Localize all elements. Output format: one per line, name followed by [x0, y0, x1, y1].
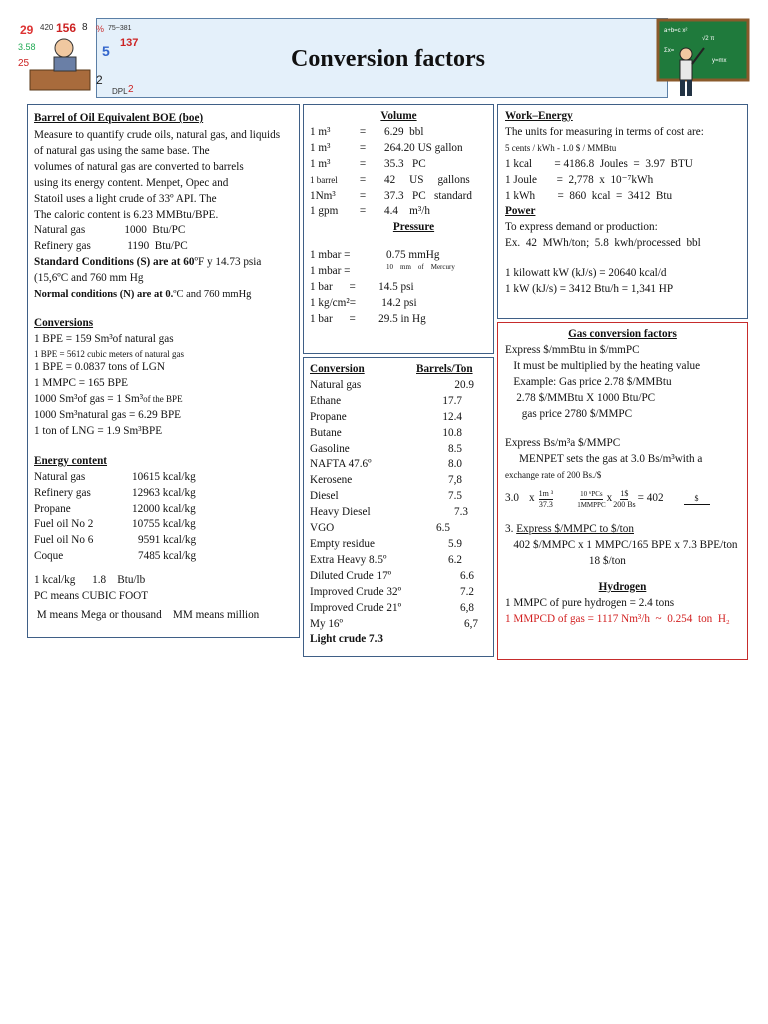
gas-line: 18 $/ton — [505, 554, 626, 567]
fuel-value: 12.4 — [442, 410, 462, 423]
table-row — [310, 157, 472, 173]
pressure-row: 1 bar = 14.5 psi — [310, 281, 414, 294]
fuel-name: Heavy Diesel — [310, 506, 371, 519]
table-row — [34, 502, 196, 518]
barrels-table — [310, 378, 478, 633]
table-row — [310, 505, 478, 521]
formula-result: = 402 — [637, 492, 664, 505]
gas-line: MENPET sets the gas at 3.0 Bs/m³with a — [505, 453, 703, 466]
work-line: 1 Joule = 2,778 x 10⁻⁷kWh — [505, 173, 654, 186]
svg-text:2: 2 — [96, 73, 103, 87]
formula-num: 1m ³ — [538, 488, 554, 498]
fuel-value: 6,7 — [464, 617, 478, 630]
work-line: 5 cents / kWh - 1.0 $ / MMBtu — [505, 142, 617, 153]
svg-text:137: 137 — [120, 37, 139, 49]
work-line: The units for measuring in terms of cost are: — [505, 125, 704, 138]
fuel-value: 17.7 — [442, 394, 462, 407]
energy-value: 10615 kcal/kg — [132, 470, 196, 483]
energy-name: Coque — [34, 550, 64, 563]
gas-line: Express $/mmBtu in $/mmPC — [505, 343, 640, 356]
normal-conditions-bold: Normal conditions (N) are at 0. — [34, 288, 174, 300]
fuel-value: 6,8 — [460, 601, 474, 614]
volume-unit: 1 m³ — [310, 157, 331, 170]
energy-value: 12963 kcal/kg — [132, 486, 196, 499]
table-row — [310, 410, 478, 426]
conversion-line: 1 ton of LNG = 1.9 Sm³BPE — [34, 424, 163, 437]
fuel-name: VGO — [310, 522, 335, 535]
fuel-name: Kerosene — [310, 474, 353, 487]
table-row — [310, 585, 478, 601]
volume-eq: = — [359, 205, 367, 218]
svg-text:Σx=: Σx= — [664, 48, 675, 54]
barrels-per-ton-panel — [303, 357, 494, 657]
table-row — [310, 601, 478, 617]
conversion-line-main: 1000 Sm³of gas = 1 Sm³ — [34, 393, 144, 406]
gas-line: 402 $/MMPC x 1 MMPC/165 BPE x 7.3 BPE/ton — [505, 539, 738, 552]
table-row — [34, 470, 196, 486]
teacher-blackboard-icon — [656, 18, 752, 98]
gas-formula — [505, 486, 740, 512]
conversion-line-small: of the BPE — [143, 394, 183, 405]
hydrogen-line-red: 1 MMPCD of gas = 1117 Nm³/h ~ 0.254 ton H₂ — [505, 612, 730, 625]
energy-name: Propane — [34, 502, 71, 515]
conversions-heading: Conversions — [34, 317, 94, 330]
fuel-name: Natural gas — [310, 378, 362, 391]
table-row — [310, 204, 472, 220]
standard-conditions — [34, 255, 293, 271]
fuel-name: Diluted Crude 17º — [310, 569, 392, 582]
fuel-value: 6.2 — [448, 553, 462, 566]
table-row — [310, 553, 478, 569]
work-energy-heading: Work–Energy — [505, 110, 573, 122]
boe-line: Statoil uses a light crude of 33º API. The — [34, 192, 217, 205]
energy-name: Refinery gas — [34, 486, 91, 499]
conversion-line: 1 MMPC = 165 BPE — [34, 377, 128, 390]
volume-value: 42 US gallons — [384, 173, 470, 186]
energy-name: Fuel oil No 2 — [34, 518, 94, 531]
volume-table — [310, 125, 472, 220]
table-row — [310, 457, 478, 473]
formula-den: 1MMPPC — [577, 500, 606, 509]
table-row — [310, 473, 478, 489]
work-line: 1 kWh = 860 kcal = 3412 Btu — [505, 189, 673, 202]
light-crude-line: Light crude 7.3 — [310, 633, 384, 646]
volume-unit: 1 m³ — [310, 141, 331, 154]
volume-unit: 1 m³ — [310, 125, 331, 138]
volume-value: 6.29 bbl — [384, 125, 424, 138]
energy-value: 12000 kcal/kg — [132, 502, 196, 515]
volume-value: 35.3 PC — [384, 157, 426, 170]
formula-times: x — [606, 492, 613, 505]
refinery-gas-btu: Refinery gas 1190 Btu/PC — [34, 239, 188, 252]
pressure-unit: 1 mbar = — [310, 249, 351, 262]
table-row — [310, 141, 472, 157]
formula-den: 200 Bs — [613, 499, 636, 509]
volume-unit: 1 barrel — [310, 174, 338, 185]
pressure-unit: 1 mbar = — [310, 265, 351, 278]
page-title: Conversion factors — [291, 45, 485, 72]
power-line: 1 kW (kJ/s) = 3412 Btu/h = 1,341 HP — [505, 283, 674, 296]
work-line: 1 kcal = 4186.8 Joules = 3.97 BTU — [505, 157, 693, 170]
standard-conditions-line2: (15,6ºC and 760 mm Hg — [34, 271, 144, 284]
gas-line: 2.78 $/MMBtu X 1000 Btu/PC — [505, 391, 656, 404]
volume-eq: = — [359, 157, 367, 170]
kcal-btu-line: 1 kcal/kg 1.8 Btu/lb — [34, 574, 146, 587]
boe-line: using its energy content. Menpet, Opec and — [34, 176, 229, 189]
fuel-name: Improved Crude 21º — [310, 601, 402, 614]
boe-heading: Barrel of Oil Equivalent BOE (boe) — [34, 112, 204, 124]
table-row — [34, 486, 196, 502]
table-row — [310, 125, 472, 141]
conversion-line: 1000 Sm³natural gas = 6.29 BPE — [34, 408, 182, 421]
energy-name: Natural gas — [34, 470, 86, 483]
svg-text:√2 π: √2 π — [702, 36, 715, 42]
table-row — [310, 442, 478, 458]
energy-value: 9591 kcal/kg — [138, 534, 197, 547]
header-banner — [16, 18, 752, 100]
volume-value: 37.3 PC standard — [384, 189, 472, 202]
fuel-value: 5.9 — [448, 537, 462, 550]
table-row — [310, 617, 478, 633]
gas-line: exchange rate of 200 Bs./$ — [505, 470, 602, 481]
barrels-header — [310, 362, 487, 378]
volume-unit: 1 gpm — [310, 205, 339, 218]
fuel-value: 6.5 — [436, 522, 450, 535]
svg-text:29: 29 — [20, 23, 34, 37]
table-row — [34, 549, 196, 565]
fuel-value: 6.6 — [460, 569, 474, 582]
fuel-name: My 16º — [310, 617, 343, 630]
power-line: 1 kilowatt kW (kJ/s) = 20640 kcal/d — [505, 267, 667, 280]
boe-panel — [27, 104, 300, 638]
formula-den: 37.3 — [538, 499, 553, 509]
fuel-name: Improved Crude 32º — [310, 585, 402, 598]
hydrogen-line: 1 MMPC of pure hydrogen = 2.4 tons — [505, 596, 675, 609]
boe-line: volumes of natural gas are converted to barrels — [34, 160, 244, 173]
gas-step-text: Express $/MMPC to $/ton — [516, 523, 634, 536]
formula-fraction — [539, 489, 554, 510]
accountant-clipart-icon — [16, 18, 146, 100]
svg-text:2: 2 — [128, 84, 134, 95]
gas-line: Express Bs/m³a $/MMPC — [505, 437, 621, 450]
volume-unit: 1Nm³ — [310, 189, 336, 202]
pc-definition: PC means CUBIC FOOT — [34, 590, 149, 603]
conversion-line: 1 BPE = 159 Sm³of natural gas — [34, 333, 174, 346]
barrels-col-conversion: Conversion — [310, 363, 365, 375]
table-row — [34, 533, 196, 549]
formula-fraction — [613, 489, 635, 510]
energy-value: 10755 kcal/kg — [132, 518, 196, 531]
power-heading: Power — [505, 205, 536, 218]
fuel-value: 20.9 — [454, 378, 474, 391]
standard-conditions-bold: Standard Conditions (S) are at 60 — [34, 255, 195, 268]
fuel-value: 7.2 — [460, 585, 474, 598]
table-row — [310, 173, 472, 189]
pressure-row — [310, 264, 487, 280]
fuel-value: 7.5 — [448, 490, 462, 503]
energy-table — [34, 470, 196, 565]
volume-pressure-panel — [303, 104, 494, 354]
gas-line: Example: Gas price 2.78 $/MMBtu — [505, 375, 672, 388]
volume-eq: = — [359, 141, 367, 154]
table-row — [310, 426, 478, 442]
svg-text:75~381: 75~381 — [108, 25, 132, 32]
conversion-line: 1 BPE = 5612 cubic meters of natural gas — [34, 349, 185, 360]
fuel-name: Empty residue — [310, 537, 375, 550]
table-row — [310, 394, 478, 410]
normal-conditions — [34, 287, 293, 303]
fuel-name: Diesel — [310, 490, 339, 503]
volume-eq: = — [359, 173, 367, 186]
fuel-name: NAFTA 47.6º — [310, 458, 372, 471]
pressure-heading: Pressure — [392, 221, 435, 234]
pressure-value: 10 mm of Mercury — [386, 263, 455, 272]
table-row — [310, 489, 478, 505]
work-energy-panel — [497, 104, 748, 319]
power-line: To express demand or production: — [505, 221, 658, 234]
fuel-name: Gasoline — [310, 442, 350, 455]
mega-definition: M means Mega or thousand MM means million — [34, 608, 260, 621]
fuel-value: 8.5 — [448, 442, 462, 455]
boe-line: of natural gas using the same base. The — [34, 144, 210, 157]
pressure-row: 1 kg/cm²= 14.2 psi — [310, 296, 417, 309]
gas-line — [505, 522, 740, 538]
fuel-name: Ethane — [310, 394, 342, 407]
table-row — [310, 537, 478, 553]
boe-line: The caloric content is 6.23 MMBtu/BPE. — [34, 208, 219, 221]
svg-text:a+b=c x²: a+b=c x² — [664, 28, 688, 34]
svg-text:%: % — [96, 24, 105, 34]
formula-num: 1$ — [620, 488, 629, 498]
boe-description — [34, 127, 293, 223]
gas-line: gas price 2780 $/MMPC — [505, 407, 633, 420]
energy-heading: Energy content — [34, 454, 108, 467]
fuel-value: 10.8 — [442, 426, 462, 439]
pressure-row: 1 bar = 29.5 in Hg — [310, 312, 426, 325]
hydrogen-heading: Hydrogen — [598, 580, 647, 593]
volume-value: 4.4 m³/h — [384, 205, 430, 218]
svg-text:25: 25 — [18, 58, 30, 69]
energy-value: 7485 kcal/kg — [138, 550, 197, 563]
table-row — [34, 517, 196, 533]
barrels-col-value: Barrels/Ton — [416, 363, 473, 375]
svg-text:156: 156 — [56, 21, 77, 35]
formula-num: 10 ⁶PCs — [580, 489, 603, 498]
formula-term: 3.0 — [505, 492, 519, 505]
gas-step-number: 3. — [505, 523, 517, 536]
standard-conditions-rest: ºF y 14.73 psia — [194, 255, 262, 268]
fuel-value: 7.3 — [454, 506, 468, 519]
power-line: Ex. 42 MWh/ton; 5.8 kwh/processed bbl — [505, 237, 701, 250]
fuel-name: Butane — [310, 426, 342, 439]
natural-gas-btu: Natural gas 1000 Btu/PC — [34, 223, 186, 236]
gas-line: It must be multiplied by the heating value — [505, 359, 701, 372]
fuel-value: 7,8 — [448, 474, 462, 487]
table-row — [310, 378, 478, 394]
svg-text:y=mx: y=mx — [712, 58, 727, 64]
fuel-name: Extra Heavy 8.5º — [310, 553, 387, 566]
svg-text:8: 8 — [82, 22, 88, 33]
fuel-value: 8.0 — [448, 458, 462, 471]
conversion-line: 1 BPE = 0.0837 tons of LGN — [34, 361, 165, 374]
table-row — [310, 569, 478, 585]
table-row — [310, 189, 472, 205]
formula-num: $ — [684, 494, 710, 505]
svg-text:3.58: 3.58 — [18, 42, 36, 52]
gas-conversion-panel — [497, 322, 748, 660]
gas-heading: Gas conversion factors — [568, 328, 677, 340]
volume-value: 264.20 US gallon — [384, 141, 463, 154]
pressure-value: 0.75 mmHg — [386, 249, 440, 262]
volume-heading: Volume — [380, 110, 417, 122]
volume-eq: = — [359, 189, 367, 202]
formula-fraction — [577, 489, 605, 510]
volume-eq: = — [359, 125, 367, 138]
table-row — [310, 521, 478, 537]
fuel-name: Propane — [310, 410, 347, 423]
svg-text:420: 420 — [40, 23, 54, 32]
conversion-line — [34, 392, 293, 408]
svg-text:5: 5 — [102, 43, 110, 59]
formula-term: x — [528, 492, 535, 505]
formula-fraction — [684, 494, 710, 505]
boe-line: Measure to quantify crude oils, natural gas, and liquids — [34, 128, 281, 141]
energy-name: Fuel oil No 6 — [34, 534, 94, 547]
normal-conditions-rest: ºC and 760 mmHg — [173, 288, 252, 300]
svg-text:DPL: DPL — [112, 87, 128, 96]
